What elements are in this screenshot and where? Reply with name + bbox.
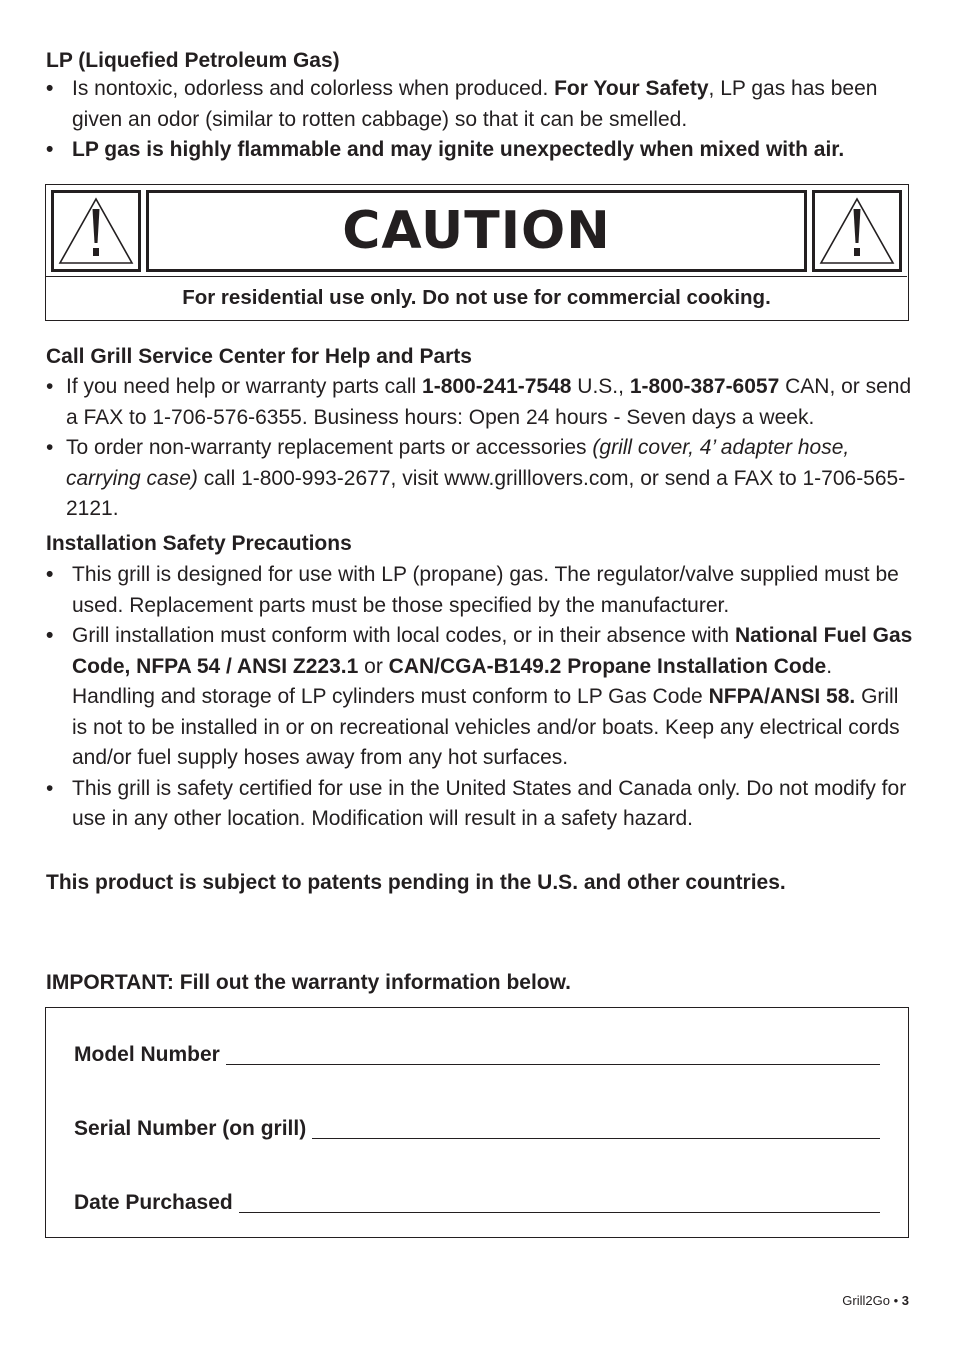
date-purchased-field[interactable] [74,1188,880,1219]
service-bullet-list [46,372,916,525]
date-purchased-label: Date Purchased [74,1191,233,1214]
list-item: • Is nontoxic, odorless and colorless when produced. For Your Safety, LP gas has been given an odor (similar to rotten cabbage) so that it can be smelled. [46,74,916,135]
bullet-icon: • [46,624,54,647]
page-number: 3 [901,1293,909,1308]
caution-box [45,184,909,321]
lp-bullet-list [46,74,916,166]
date-purchased-line[interactable] [239,1212,880,1213]
warning-triangle-icon [812,190,902,272]
serial-number-line[interactable] [312,1138,880,1139]
lp-heading: LP (Liquefied Petroleum Gas) [46,49,340,72]
model-number-line[interactable] [226,1064,880,1065]
bullet-icon: • [46,138,54,161]
serial-number-field[interactable] [74,1114,880,1145]
caution-notice: For residential use only. Do not use for commercial cooking. [182,286,771,310]
model-number-label: Model Number [74,1043,220,1066]
caution-title: CAUTION [342,201,611,261]
list-item: • If you need help or warranty parts call 1-800-241-7548 U.S., 1-800-387-6057 CAN, or send a FAX to 1-706-576-6355. Business hours: Open 24 hours - Seven days a week. [46,372,916,433]
warranty-form [45,1007,909,1238]
footer-product: Grill2Go [842,1293,890,1308]
warranty-heading: IMPORTANT: Fill out the warranty information below. [46,971,571,994]
footer-separator: • [889,1293,902,1308]
bullet-icon: • [46,776,54,800]
list-item: • Grill installation must conform with local codes, or in their absence with National Fuel Gas Code, NFPA 54 / ANSI Z223.1 or CAN/CGA-B149.2 Propane Installation Code. Handling and storage of LP cylinders must conform to LP Gas Code NFPA/ANSI 58. Grill is not to be installed in or on recreational vehicles and/or boats. Keep any electrical cords and/or fuel supply hoses away from any hot surfaces. [46,621,916,774]
bullet-icon: • [46,77,54,100]
service-heading: Call Grill Service Center for Help and Parts [46,345,472,368]
installation-heading: Installation Safety Precautions [46,532,352,555]
caution-title-box [146,190,807,272]
serial-number-label: Serial Number (on grill) [74,1117,307,1140]
warning-triangle-icon [51,190,141,272]
page-footer [842,1291,909,1311]
list-item: • This grill is safety certified for use in the United States and Canada only. Do not modify for use in any other location. Modification will result in a safety hazard. [46,774,916,835]
patent-notice: This product is subject to patents pending in the U.S. and other countries. [46,871,786,894]
bullet-icon: • [46,436,54,459]
list-item: • To order non-warranty replacement parts or accessories (grill cover, 4’ adapter hose, carrying case) call 1-800-993-2677, visit www.grilllovers.com, or send a FAX to 1-706-565-2121. [46,433,916,525]
installation-bullet-list [46,560,916,835]
caution-banner [46,185,907,277]
bullet-icon: • [46,375,54,398]
list-item: • LP gas is highly flammable and may ignite unexpectedly when mixed with air. [46,135,916,166]
model-number-field[interactable] [74,1040,880,1071]
bullet-icon: • [46,563,54,586]
list-item: • This grill is designed for use with LP (propane) gas. The regulator/valve supplied must be used. Replacement parts must be those specified by the manufacturer. [46,560,916,621]
